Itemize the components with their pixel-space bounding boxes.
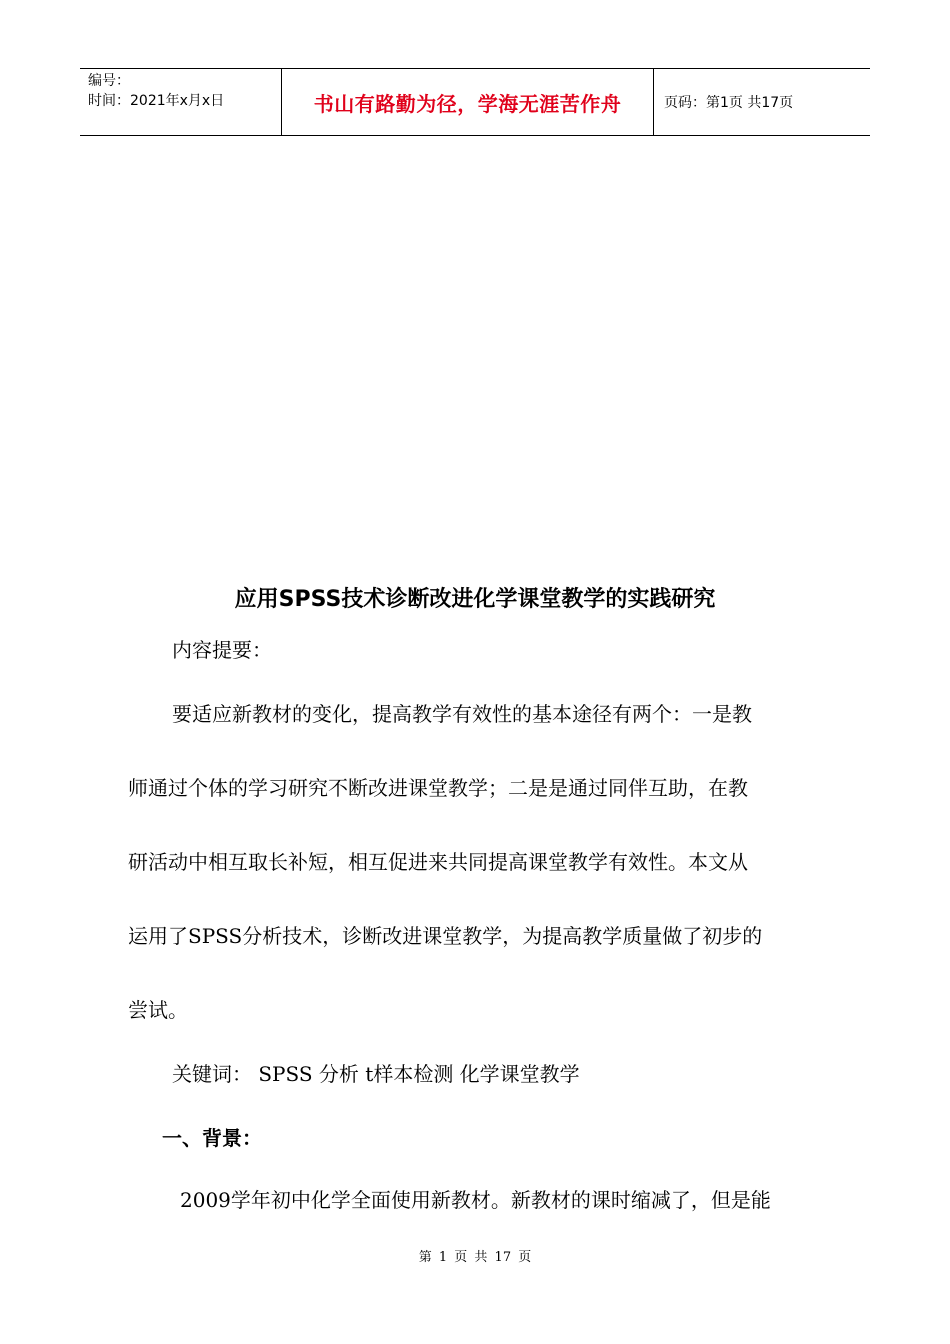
abstract-line-1: 要适应新教材的变化，提高教学有效性的基本途径有两个：一是教 <box>172 702 752 726</box>
abstract-line-2: 师通过个体的学习研究不断改进课堂教学；二是是通过同伴互助，在教 <box>128 776 748 800</box>
header-meta-cell <box>80 69 282 135</box>
header-motto: 书山有路勤为径，学海无涯苦作舟 <box>282 69 654 135</box>
header-time-label: 时间：2021年x月x日 <box>88 93 225 109</box>
section-1-first-line: 2009学年初中化学全面使用新教材。新教材的课时缩减了，但是能 <box>180 1188 771 1212</box>
document-title: 应用SPSS技术诊断改进化学课堂教学的实践研究 <box>234 587 716 612</box>
abstract-line-3: 研活动中相互取长补短，相互促进来共同提高课堂教学有效性。本文从 <box>128 850 748 874</box>
abstract-line-4: 运用了SPSS分析技术，诊断改进课堂教学，为提高教学质量做了初步的 <box>128 924 763 948</box>
section-1-heading: 一、背景： <box>162 1126 262 1150</box>
page-footer: 第 1 页 共 17 页 <box>418 1250 532 1265</box>
header-number-label: 编号： <box>88 73 130 89</box>
abstract-label: 内容提要： <box>172 638 272 662</box>
abstract-line-5: 尝试。 <box>128 998 188 1022</box>
header-table <box>80 68 870 136</box>
keywords-line: 关键词： SPSS 分析 t样本检测 化学课堂教学 <box>172 1062 580 1086</box>
header-page-info: 页码：第1页 共17页 <box>664 95 794 111</box>
